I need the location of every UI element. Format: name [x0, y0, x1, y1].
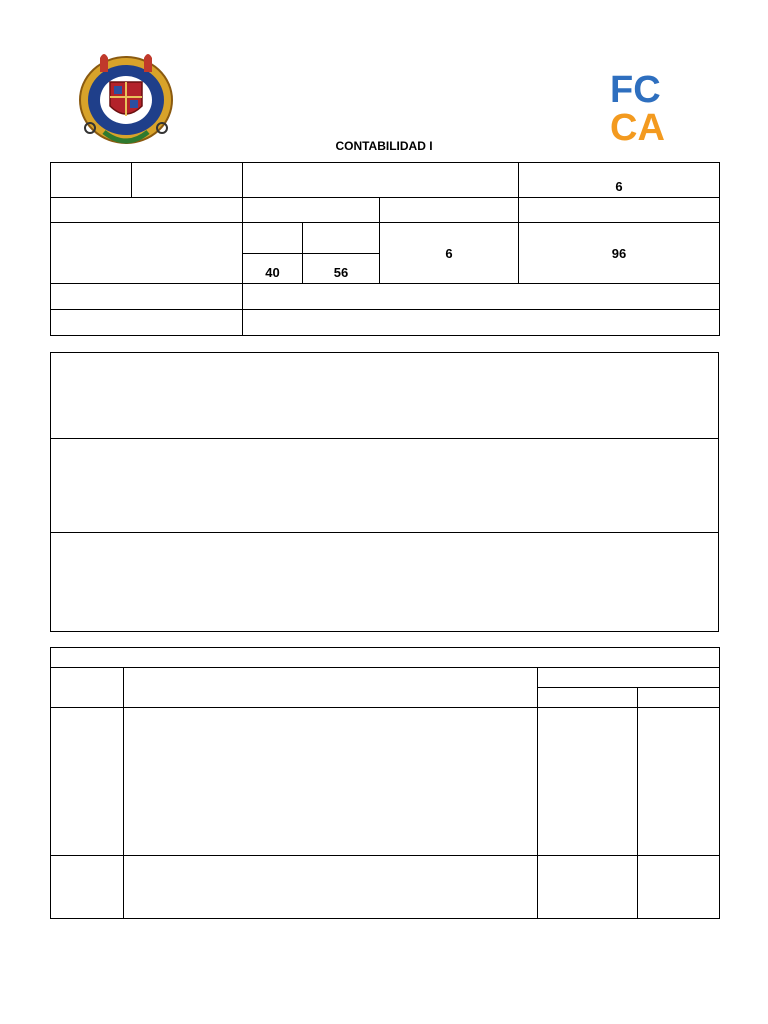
content-header-cell: [538, 688, 638, 708]
info-cell: [303, 223, 380, 254]
content-header-cell: [638, 688, 720, 708]
content-table: [50, 647, 720, 919]
info-cell: [519, 198, 720, 223]
total-hours-value: 96: [519, 223, 720, 284]
content-cell: [538, 856, 638, 919]
content-cell: [124, 856, 538, 919]
description-cell: [51, 353, 719, 439]
info-cell: [243, 310, 720, 336]
content-header-cell: [51, 648, 720, 668]
fcca-logo-bottom: CA: [610, 107, 665, 144]
university-seal-logo: [74, 48, 178, 152]
practice-hours-value: 56: [303, 254, 380, 284]
theory-hours-value: 40: [243, 254, 303, 284]
info-cell: [51, 310, 243, 336]
fcca-logo-top: FC: [610, 69, 661, 111]
content-header-cell: [51, 668, 124, 708]
info-cell: [243, 163, 519, 198]
content-cell: [638, 856, 720, 919]
info-cell: [243, 198, 380, 223]
description-cell: [51, 439, 719, 533]
document-title: CONTABILIDAD I: [335, 139, 433, 153]
info-cell: [380, 198, 519, 223]
content-cell: [51, 856, 124, 919]
info-cell: [51, 163, 132, 198]
description-table: [50, 352, 719, 632]
content-cell: [51, 708, 124, 856]
info-cell: [243, 223, 303, 254]
info-cell: [243, 284, 720, 310]
content-header-cell: [538, 668, 720, 688]
content-cell: [638, 708, 720, 856]
info-cell: [51, 284, 243, 310]
fcca-logo: [608, 62, 698, 144]
info-cell: [51, 198, 243, 223]
info-cell: [132, 163, 243, 198]
semester-value: 6: [519, 163, 720, 198]
description-cell: [51, 533, 719, 632]
course-info-table: [50, 162, 720, 336]
content-cell: [124, 708, 538, 856]
content-header-cell: [124, 668, 538, 708]
content-cell: [538, 708, 638, 856]
info-cell: [51, 223, 243, 284]
credits-value: 6: [380, 223, 519, 284]
